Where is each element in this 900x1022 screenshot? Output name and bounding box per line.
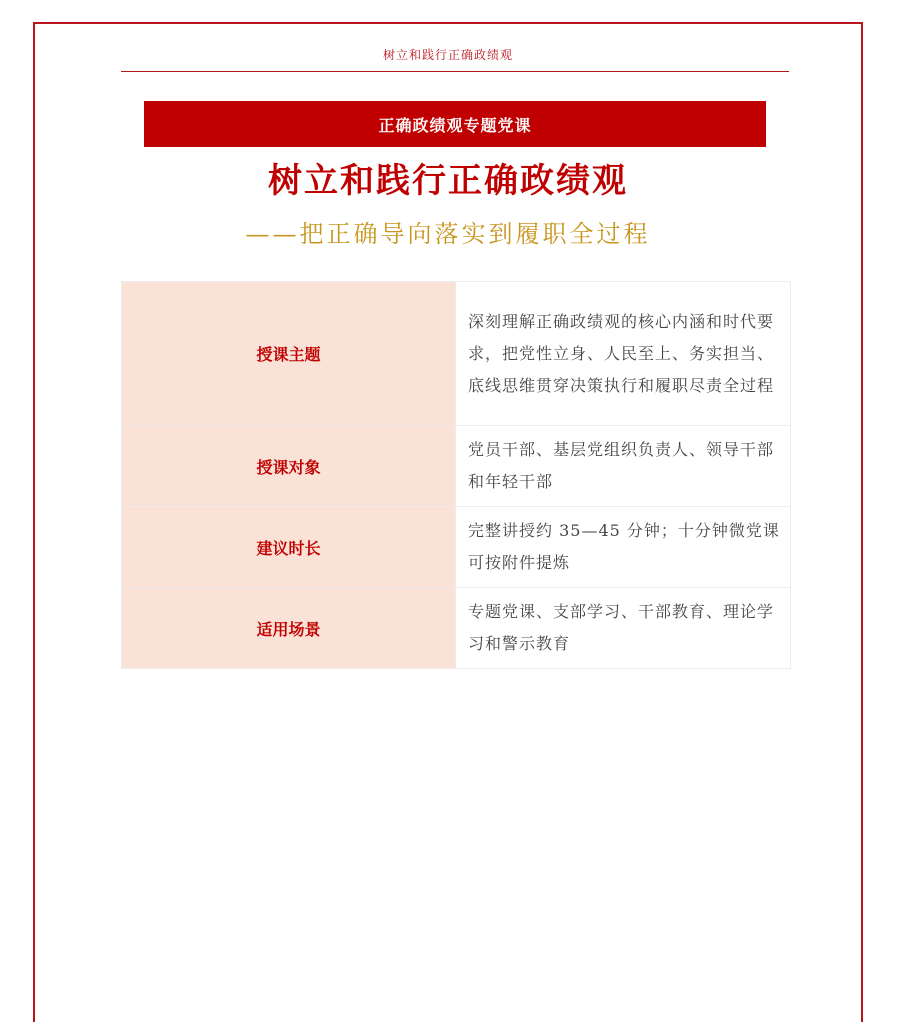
- page-title: 树立和践行正确政绩观: [268, 161, 628, 201]
- row-label-audience: 授课对象: [122, 426, 456, 507]
- document-page: [33, 22, 863, 1022]
- row-label-topic: 授课主题: [122, 282, 456, 426]
- table-row: [122, 507, 791, 588]
- table-row: [122, 588, 791, 669]
- table-row: [122, 282, 791, 426]
- running-header: 树立和践行正确政绩观: [382, 48, 513, 62]
- header-divider: [121, 71, 789, 72]
- course-info-table: [121, 281, 791, 669]
- topic-banner: 正确政绩观专题党课: [144, 101, 766, 147]
- row-label-duration: 建议时长: [122, 507, 456, 588]
- row-value-audience: 党员干部、基层党组织负责人、领导干部和年轻干部: [456, 426, 791, 507]
- row-value-topic: 深刻理解正确政绩观的核心内涵和时代要求，把党性立身、人民至上、务实担当、底线思维贯穿决策执行和履职尽责全过程: [456, 282, 791, 426]
- page-subtitle: ——把正确导向落实到履职全过程: [245, 220, 651, 248]
- row-value-scenarios: 专题党课、支部学习、干部教育、理论学习和警示教育: [456, 588, 791, 669]
- row-value-duration: 完整讲授约 35—45 分钟；十分钟微党课可按附件提炼: [456, 507, 791, 588]
- row-label-scenarios: 适用场景: [122, 588, 456, 669]
- table-row: [122, 426, 791, 507]
